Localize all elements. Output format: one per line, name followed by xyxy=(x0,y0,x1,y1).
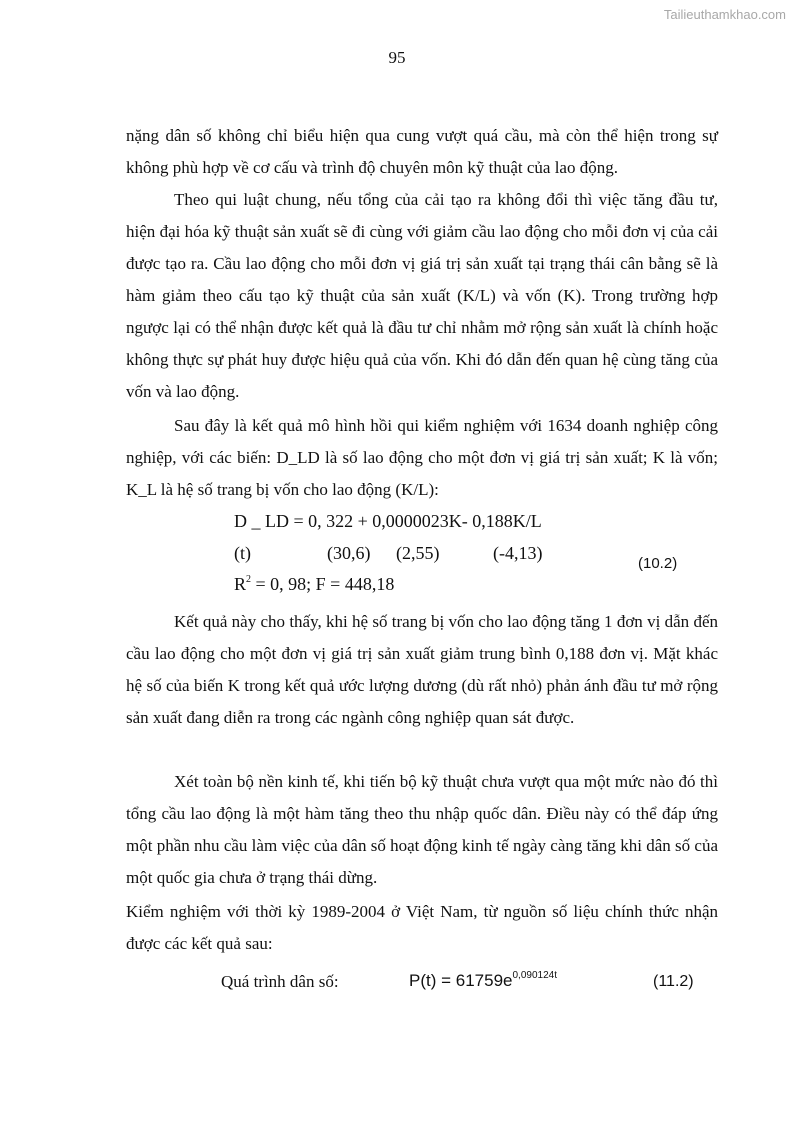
paragraph-6: Kiểm nghiệm với thời kỳ 1989-2004 ở Việt Nam, từ nguồn số liệu chính thức nhận được các kết quả sau: xyxy=(126,902,718,953)
population-formula xyxy=(409,970,557,991)
paragraph-5: Xét toàn bộ nền kinh tế, khi tiến bộ kỹ thuật chưa vượt qua một mức nào đó thì tổng cầu lao động là một hàm tăng theo thu nhập quốc dân. Điều này có thể đáp ứng một phần nhu cầu làm việc của dân số hoạt động kinh tế ngày càng tăng khi dân số của một quốc gia chưa ở trạng thái dừng. xyxy=(126,772,718,887)
t-stat-value: (30,6) xyxy=(327,543,371,563)
t-stat-label: (t) xyxy=(234,543,251,563)
fit-statistics xyxy=(234,574,394,595)
r-squared-exponent: 2 xyxy=(246,574,252,585)
paragraph-1: nặng dân số không chỉ biểu hiện qua cung vượt quá cầu, mà còn thể hiện trong sự không phù hợp về cơ cấu và trình độ chuyên môn kỹ thuật của lao động. xyxy=(126,126,718,177)
paragraph-4: Kết quả này cho thấy, khi hệ số trang bị vốn cho lao động tăng 1 đơn vị dẫn đến cầu lao động cho một đơn vị giá trị sản xuất giảm trung bình 0,188 đơn vị. Mặt khác hệ số của biến K trong kết quả ước lượng dương (dù rất nhỏ) phản ánh đầu tư mở rộng sản xuất đang diễn ra trong các ngành công nghiệp quan sát được. xyxy=(126,612,718,727)
equation-number: (11.2) xyxy=(653,973,694,990)
formula-exponent: 0,090124t xyxy=(512,970,557,981)
formula-base: P(t) = 61759e xyxy=(409,971,513,990)
t-stat-value: (-4,13) xyxy=(493,543,543,563)
paragraph-3: Sau đây là kết quả mô hình hồi qui kiểm nghiệm với 1634 doanh nghiệp công nghiệp, với các biến: D_LD là số lao động cho một đơn vị giá trị sản xuất; K là vốn; K_L là hệ số trang bị vốn cho lao động (K/L): xyxy=(126,416,718,499)
t-stat-value: (2,55) xyxy=(396,543,440,563)
watermark: Tailieuthamkhao.com xyxy=(663,7,786,22)
paragraph-2: Theo qui luật chung, nếu tổng của cải tạo ra không đổi thì việc tăng đầu tư, hiện đại hóa kỹ thuật sản xuất sẽ đi cùng với giảm cầu lao động cho mỗi đơn vị của cải được tạo ra. Cầu lao động cho mỗi đơn vị giá trị sản xuất tại trạng thái cân bằng sẽ là hàm giảm theo cấu tạo kỹ thuật của sản xuất (K/L) và vốn (K). Trong trường hợp ngược lại có thể nhận được kết quả là đầu tư chỉ nhằm mở rộng sản xuất là chính hoặc không thực sự phát huy được hiệu quả của vốn. Khi đó dẫn đến quan hệ cùng tăng của vốn và lao động. xyxy=(126,190,718,401)
r-squared-symbol: R xyxy=(234,574,247,594)
page-number: 95 xyxy=(388,48,406,67)
equation-number: (10.2) xyxy=(638,555,678,572)
population-label: Quá trình dân số: xyxy=(221,972,339,991)
regression-equation: D _ LD = 0, 322 + 0,0000023K- 0,188K/L xyxy=(234,511,542,531)
fit-values: = 0, 98; F = 448,18 xyxy=(251,574,395,594)
